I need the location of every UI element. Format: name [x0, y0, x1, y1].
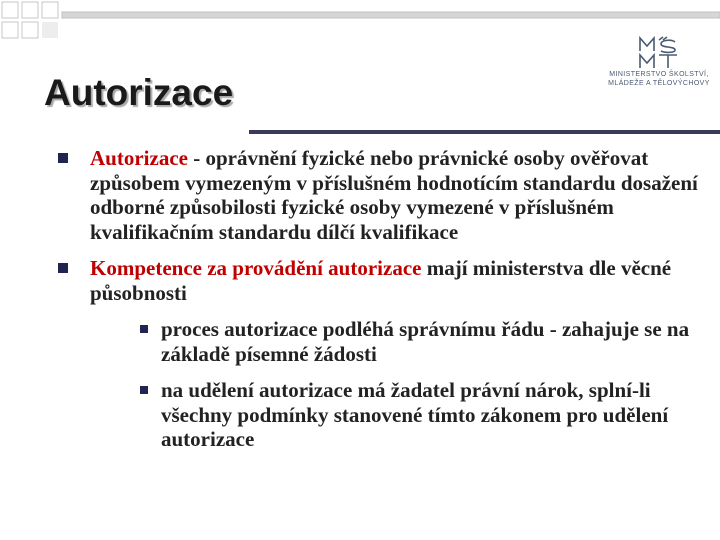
ministry-logo	[604, 36, 714, 100]
square-bullet-icon	[140, 325, 148, 333]
bullet-2-lead: Kompetence za provádění autorizace	[90, 256, 422, 280]
bullet-1-text: - oprávnění fyzické nebo právnické osoby ověřovat způsobem vymezeným v příslušném hodnotícím standardu dosažení odborné způsobilosti fyzické osoby vymezené v příslušném kvalifikačním standardu dílčí kvalifikace	[90, 146, 698, 244]
square-bullet-icon	[140, 386, 148, 394]
bullet-1-lead: Autorizace	[90, 146, 188, 170]
bullet-2-text: mají ministerstva dle věcné působnosti	[90, 256, 672, 305]
sub-bullet-2-text: na udělení autorizace má žadatel právní nárok, splní-li všechny podmínky stanovené tímto zákonem pro udělení autorizace	[161, 378, 669, 451]
sub-bullet-1-text: proces autorizace podléhá správnímu řádu - zahajuje se na základě písemné žádosti	[161, 317, 690, 366]
logo-text-line-1: MINISTERSTVO ŠKOLSTVÍ,	[609, 71, 709, 78]
logo-text-line-2: MLÁDEŽE A TĚLOVÝCHOVY	[608, 80, 710, 87]
bullet-list	[58, 146, 708, 452]
slide-title: Autorizace	[44, 72, 234, 113]
msmt-logo-icon	[637, 36, 681, 70]
sub-bullet-item-2	[98, 378, 708, 452]
bullet-item-1	[58, 146, 708, 244]
square-bullet-icon	[58, 153, 68, 163]
title-underline	[249, 130, 720, 134]
square-bullet-icon	[58, 263, 68, 273]
bullet-item-2	[58, 256, 708, 305]
sub-bullet-item-1	[98, 317, 708, 366]
